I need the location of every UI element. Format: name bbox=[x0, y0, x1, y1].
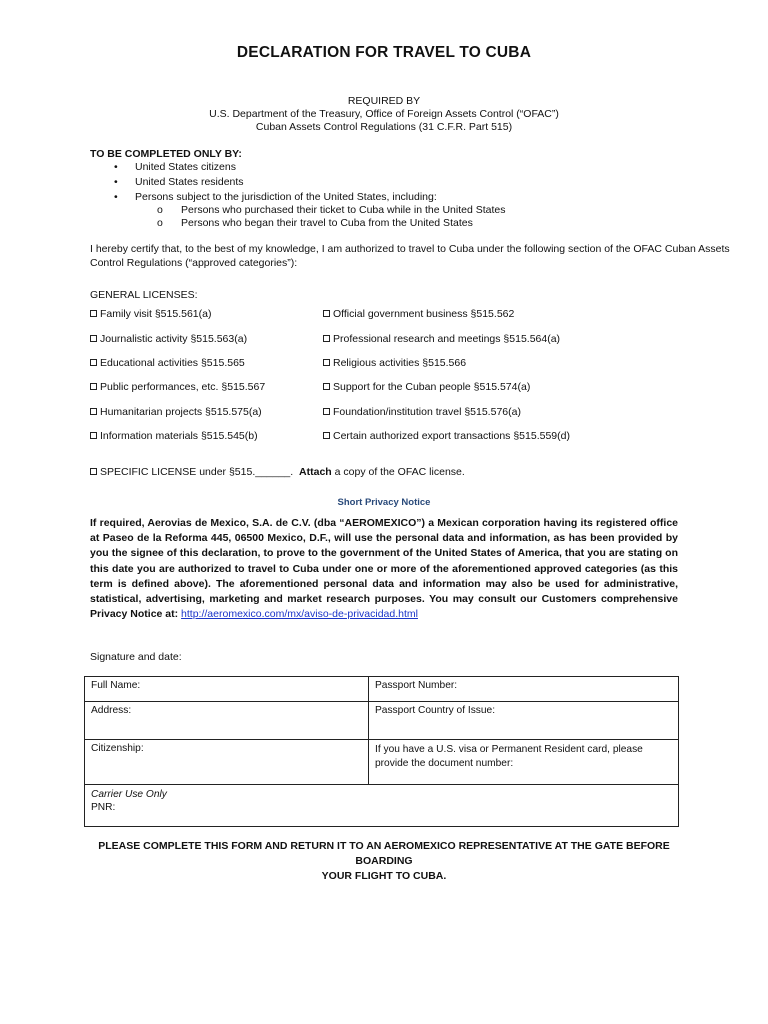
license-label: Information materials §515.545(b) bbox=[100, 430, 258, 442]
passport-number-field[interactable] bbox=[369, 677, 679, 702]
license-option-support-cuban-people[interactable] bbox=[323, 381, 530, 393]
signature-label: Signature and date: bbox=[90, 651, 182, 663]
visa-document-label: If you have a U.S. visa or Permanent Resident card, please provide the document number: bbox=[375, 744, 643, 769]
license-option-family-visit[interactable] bbox=[90, 308, 211, 320]
specific-license-prefix: SPECIFIC LICENSE under §515.______. bbox=[100, 466, 294, 478]
license-label: Certain authorized export transactions §515.559(d) bbox=[333, 430, 570, 442]
full-name-label: Full Name: bbox=[91, 680, 141, 691]
privacy-notice-text: If required, Aerovias de Mexico, S.A. de C.V. (dba “AEROMEXICO”) a Mexican corporation having its registered office at Paseo de la Reforma 445, 06500 Mexico, D.F., will use the personal data and information, as has been provided by you the signee of this declaration, to prove to the government of the United States of America, that you are stating on this date you are authorized to travel to Cuba under one or more of the aforementioned approved categories (as this term is defined above). The aforementioned personal data and information may also be used for administrative, statistical, advertising, marketing and market research purposes. You may consult our Customers comprehensive Privacy Notice at: bbox=[90, 517, 678, 621]
footer-line-2: YOUR FLIGHT TO CUBA. bbox=[321, 870, 447, 882]
license-label: Official government business §515.562 bbox=[333, 308, 515, 320]
license-option-educational[interactable] bbox=[90, 357, 245, 369]
license-option-professional-research[interactable] bbox=[323, 333, 560, 345]
completed-by-heading: TO BE COMPLETED ONLY BY: bbox=[90, 148, 242, 160]
sub-bullet-icon: o bbox=[157, 217, 163, 229]
required-by-label: REQUIRED BY bbox=[347, 95, 421, 107]
general-licenses-heading: GENERAL LICENSES: bbox=[90, 289, 198, 301]
checkbox[interactable] bbox=[323, 310, 330, 317]
full-name-field[interactable] bbox=[85, 677, 369, 702]
bullet-icon: • bbox=[114, 191, 118, 203]
checkbox[interactable] bbox=[90, 335, 97, 342]
license-option-export-transactions[interactable] bbox=[323, 430, 570, 442]
passport-number-label: Passport Number: bbox=[375, 680, 458, 691]
required-by-regulation: Cuban Assets Control Regulations (31 C.F.R. Part 515) bbox=[255, 121, 513, 133]
certify-line-2: Control Regulations (“approved categories”): bbox=[90, 257, 298, 269]
address-field[interactable] bbox=[85, 702, 369, 740]
checkbox[interactable] bbox=[90, 383, 97, 390]
citizenship-label: Citizenship: bbox=[91, 743, 144, 754]
license-option-journalistic[interactable] bbox=[90, 333, 247, 345]
certify-line-1: I hereby certify that, to the best of my knowledge, I am authorized to travel to Cuba under the following section of the OFAC Cuban Assets bbox=[90, 243, 730, 255]
checkbox[interactable] bbox=[90, 359, 97, 366]
license-label: Religious activities §515.566 bbox=[333, 357, 467, 369]
license-label: Public performances, etc. §515.567 bbox=[100, 381, 266, 393]
address-label: Address: bbox=[91, 705, 132, 716]
checkbox[interactable] bbox=[323, 383, 330, 390]
passport-country-field[interactable] bbox=[369, 702, 679, 740]
completed-by-item-text: United States residents bbox=[135, 176, 244, 188]
license-label: Journalistic activity §515.563(a) bbox=[100, 333, 248, 345]
license-option-religious[interactable] bbox=[323, 357, 466, 369]
specific-license-option[interactable] bbox=[90, 466, 465, 478]
license-option-public-performances[interactable] bbox=[90, 381, 265, 393]
specific-license-attach: Attach bbox=[299, 466, 332, 478]
license-label: Family visit §515.561(a) bbox=[100, 308, 212, 320]
license-option-foundation[interactable] bbox=[323, 406, 521, 418]
completed-by-subitem-text: Persons who began their travel to Cuba from the United States bbox=[181, 217, 473, 229]
checkbox[interactable] bbox=[323, 335, 330, 342]
checkbox[interactable] bbox=[90, 432, 97, 439]
traveler-info-form bbox=[84, 676, 679, 827]
checkbox[interactable] bbox=[90, 408, 97, 415]
license-option-information-materials[interactable] bbox=[90, 430, 258, 442]
privacy-notice-link[interactable]: http://aeromexico.com/mx/aviso-de-privacidad.html bbox=[181, 608, 418, 621]
checkbox[interactable] bbox=[90, 310, 97, 317]
license-label: Professional research and meetings §515.564(a) bbox=[333, 333, 561, 345]
checkbox[interactable] bbox=[90, 468, 97, 475]
carrier-use-section[interactable] bbox=[85, 785, 679, 827]
privacy-notice-title: Short Privacy Notice bbox=[337, 497, 431, 508]
license-label: Support for the Cuban people §515.574(a) bbox=[333, 381, 531, 393]
bullet-icon: • bbox=[114, 161, 118, 173]
footer-line-1: PLEASE COMPLETE THIS FORM AND RETURN IT TO AN AEROMEXICO REPRESENTATIVE AT THE GATE BEFORE BOARDING bbox=[98, 840, 670, 867]
license-label: Foundation/institution travel §515.576(a) bbox=[333, 406, 521, 418]
pnr-label: PNR: bbox=[91, 802, 116, 813]
privacy-notice-body bbox=[90, 516, 678, 622]
carrier-use-label: Carrier Use Only bbox=[91, 789, 167, 800]
license-label: Educational activities §515.565 bbox=[100, 357, 245, 369]
completed-by-item-text: United States citizens bbox=[135, 161, 236, 173]
license-option-official-government[interactable] bbox=[323, 308, 514, 320]
document-title: DECLARATION FOR TRAVEL TO CUBA bbox=[236, 44, 532, 61]
citizenship-field[interactable] bbox=[85, 740, 369, 785]
license-label: Humanitarian projects §515.575(a) bbox=[100, 406, 262, 418]
license-option-humanitarian[interactable] bbox=[90, 406, 262, 418]
visa-document-field[interactable] bbox=[369, 740, 679, 785]
bullet-icon: • bbox=[114, 176, 118, 188]
checkbox[interactable] bbox=[323, 432, 330, 439]
completed-by-subitem-text: Persons who purchased their ticket to Cuba while in the United States bbox=[181, 204, 506, 216]
sub-bullet-icon: o bbox=[157, 204, 163, 216]
specific-license-suffix: a copy of the OFAC license. bbox=[334, 466, 465, 478]
checkbox[interactable] bbox=[323, 408, 330, 415]
required-by-agency: U.S. Department of the Treasury, Office of Foreign Assets Control (“OFAC”) bbox=[209, 108, 559, 120]
checkbox[interactable] bbox=[323, 359, 330, 366]
passport-country-label: Passport Country of Issue: bbox=[375, 705, 496, 716]
completed-by-item-text: Persons subject to the jurisdiction of the United States, including: bbox=[135, 191, 437, 203]
footer-instructions bbox=[96, 839, 672, 884]
